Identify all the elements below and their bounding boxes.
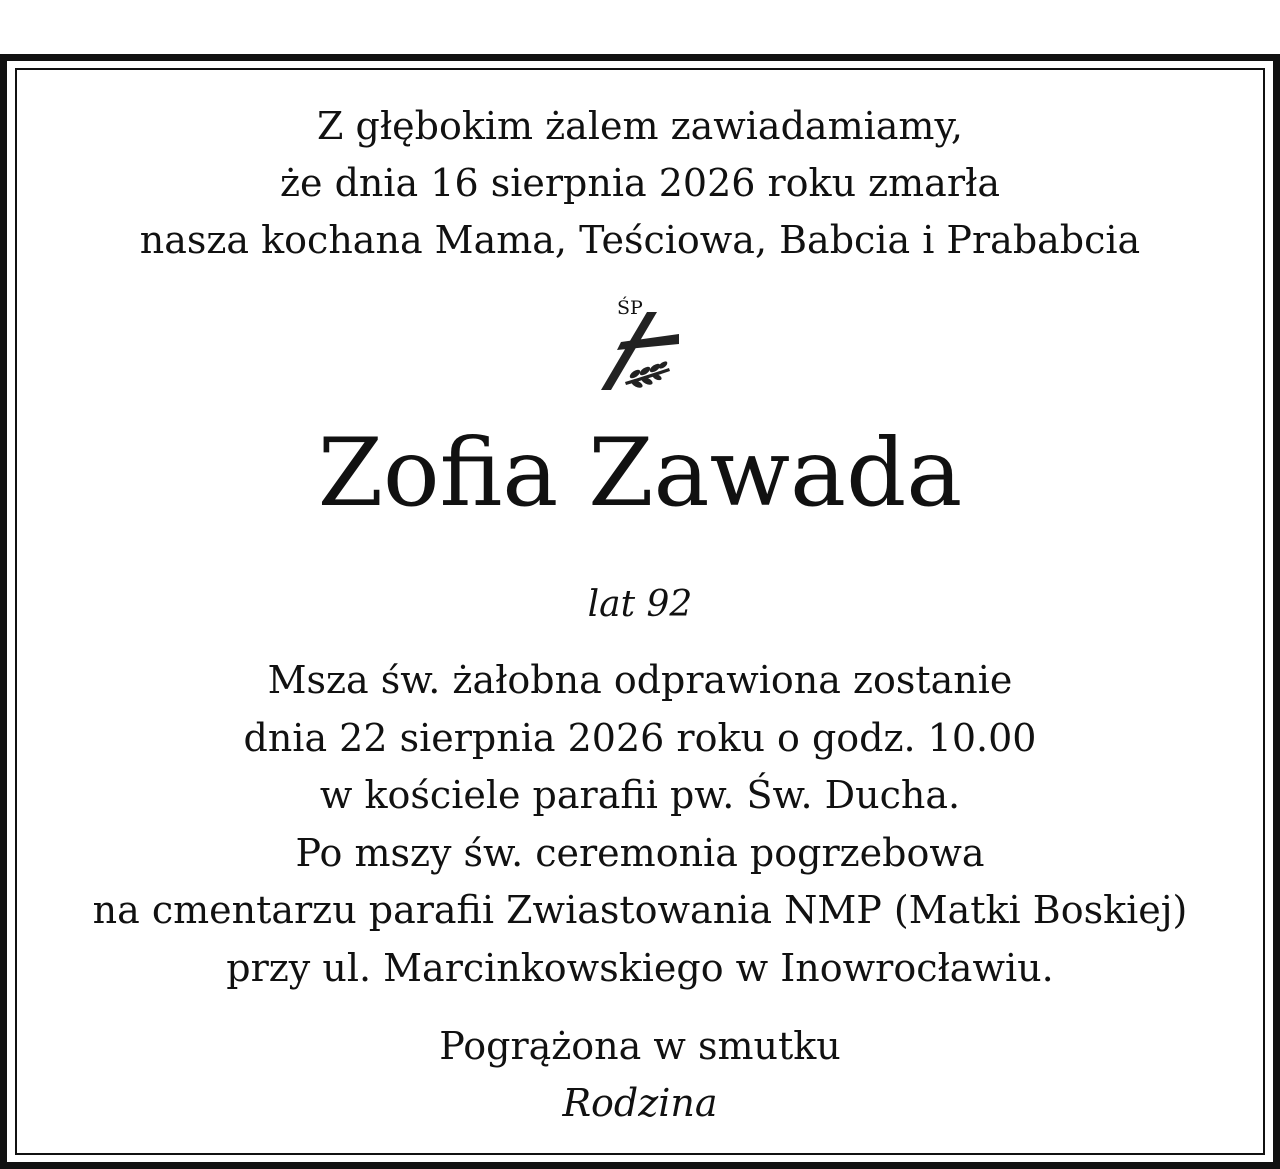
mass-line: Msza św. żałobna odprawiona zostanie — [267, 658, 1013, 702]
intro-text — [0, 98, 1280, 269]
intro-line: że dnia 16 sierpnia 2026 roku zmarła — [280, 161, 1000, 205]
cross-emblem — [595, 290, 685, 390]
mass-line: Po mszy św. ceremonia pogrzebowa — [295, 830, 985, 875]
closing-line: Pogrążona w smutku — [439, 1024, 841, 1068]
cross-with-palm-icon — [595, 290, 685, 390]
family-signature: Rodzina — [562, 1081, 718, 1125]
mass-line: dnia 22 sierpnia 2026 roku o godz. 10.00 — [243, 715, 1037, 760]
sp-abbreviation: ŚP — [617, 297, 643, 319]
deceased-name: Zofia Zawada — [317, 419, 963, 528]
mass-details — [0, 652, 1280, 998]
deceased-age: lat 92 — [587, 584, 693, 625]
mass-line: w kościele parafii pw. Św. Ducha. — [319, 773, 961, 818]
intro-line: Z głębokim żalem zawiadamiamy, — [317, 104, 963, 148]
mass-line: przy ul. Marcinkowskiego w Inowrocławiu. — [226, 945, 1054, 990]
mass-line: na cmentarzu parafii Zwiastowania NMP (Matki Boskiej) — [92, 888, 1188, 933]
closing-text — [0, 1018, 1280, 1132]
intro-line: nasza kochana Mama, Teściowa, Babcia i Prababcia — [139, 218, 1141, 262]
